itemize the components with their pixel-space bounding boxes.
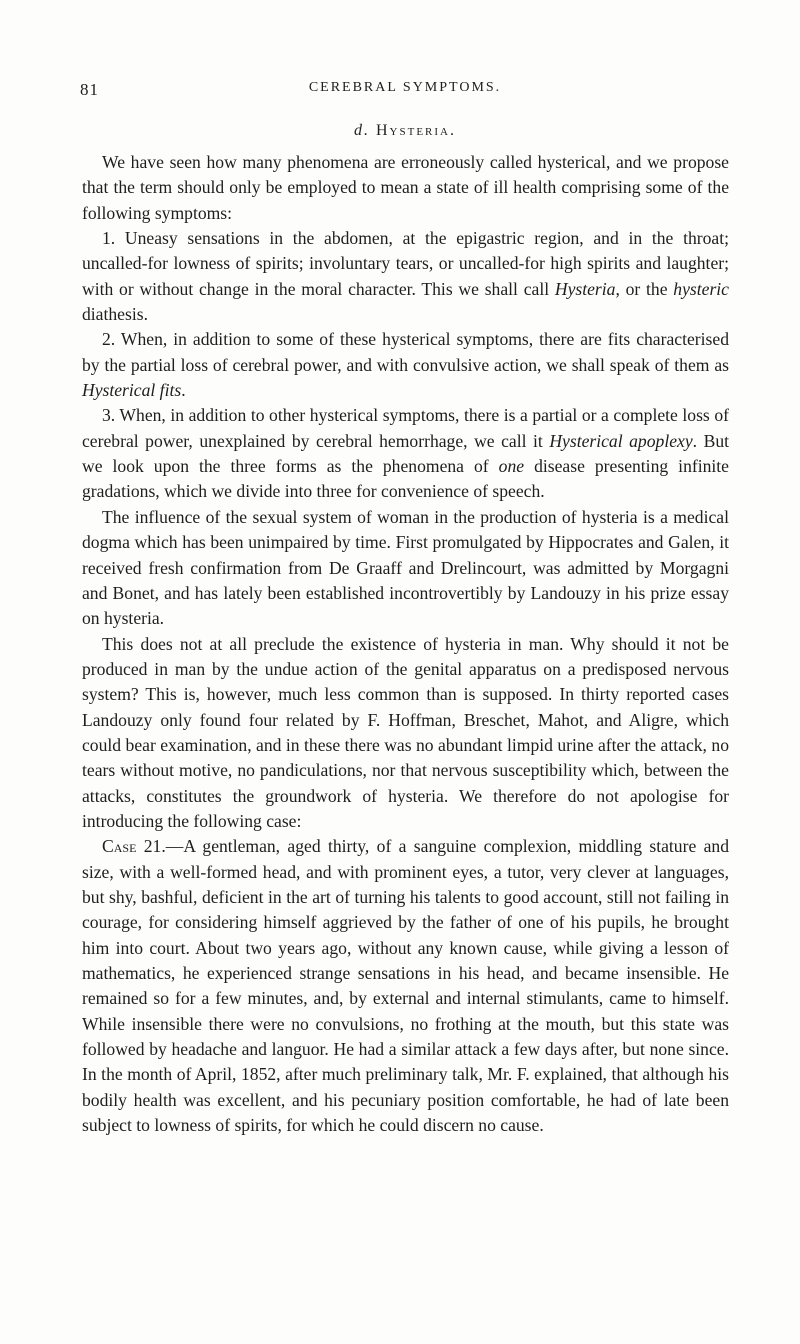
influence-paragraph: The influence of the sexual system of woman in the production of hysteria is a medical dogma which has been unimpaired by time. First promulgated by Hippocrates and Galen, it received fresh confirmation from De Graaff and Drelincourt, was admitted by Morgagni and Bonet, and has lately been established incontrovertibly by Landouzy in his prize essay on hysteria.	[82, 506, 729, 629]
section-title: Hysteria.	[376, 122, 456, 139]
symptom-paragraph-2	[82, 327, 729, 403]
intro-paragraph: We have seen how many phenomena are erroneously called hysterical, and we propose that the term should only be employed to mean a state of ill health comprising some of the following symptoms:	[82, 152, 729, 223]
text-run: 2. When, in addition to some of these hysterical symptoms, there are fits characterised by the partial loss of cerebral power, and with convulsive action, we shall speak of them as	[82, 329, 729, 375]
running-head	[80, 80, 730, 102]
hysteria-in-man-paragraph: This does not at all preclude the existence of hysteria in man. Why should it not be produced in man by the undue action of the genital apparatus on a predisposed nervous system? This is, however, much less common than is supposed. In thirty reported cases Landouzy only found four related by F. Hoffman, Breschet, Mahot, and Aligre, which could bear examination, and in these there was no abundant limpid urine after the attack, no tears without motive, no pandiculations, nor that nervous susceptibility which, between the attacks, constitutes the groundwork of hysteria. We therefore do not apologise for introducing the following case:	[82, 633, 729, 831]
text-run: 3. When, in addition to other hysterical symptoms, there is a partial or a complete loss of cerebral power, unexplained by cerebral hemorrhage, we call it	[82, 405, 729, 451]
case-text: —A gentleman, aged thirty, of a sanguine complexion, middling stature and size, with a well-formed head, and with prominent eyes, a tutor, very clever at languages, but shy, bashful, deficient in the art of turning his talents to good account, still not failing in courage, for considering himself aggrieved by the father of one of his pupils, he brought him into court. About two years ago, without any known cause, while giving a lesson of mathematics, he experienced strange sensations in his head, and became insensible. He remained so for a few minutes, and, by external and internal stimulants, came to himself. While insensible there were no convulsions, no frothing at the mouth, but this state was followed by headache and languor. He had a similar attack a few days after, but none since. In the month of April, 1852, after much preliminary talk, Mr. F. explained, that although his bodily health was excellent, and his pecuniary position comfortable, he had of late been subject to lowness of spirits, for which he could discern no cause.	[82, 836, 729, 1136]
italic-term: hysteric	[673, 278, 729, 299]
case-paragraph	[82, 834, 729, 1138]
section-heading	[80, 122, 730, 140]
text-run: .	[181, 380, 186, 401]
italic-term: Hysterical apoplexy	[549, 430, 693, 451]
body-text	[82, 150, 729, 1138]
text-run: . But we look upon the three forms as the phenomena of	[82, 430, 729, 477]
symptom-paragraph-3	[82, 403, 729, 504]
text-run: 1. Uneasy sensations in the abdomen, at the epigastric region, and in the throat; uncalled-for lowness of spirits; involuntary tears, or uncalled-for high spirits and laughter; with or without change in the moral character. This we shall call	[82, 228, 729, 299]
text-run: , or the	[615, 278, 674, 299]
text-run: disease presenting infinite gradations, which we divide into three for convenience of speech.	[82, 456, 729, 502]
case-label: Case 21.	[102, 836, 166, 857]
section-letter: d.	[354, 122, 370, 139]
italic-term: Hysterical fits	[82, 380, 182, 401]
italic-term: one	[498, 456, 525, 477]
symptom-paragraph-1	[82, 226, 729, 327]
text-run: diathesis.	[82, 304, 148, 325]
page-number: 81	[80, 80, 99, 99]
italic-term: Hysteria	[554, 278, 616, 299]
running-title: CEREBRAL SYMPTOMS.	[308, 80, 502, 95]
